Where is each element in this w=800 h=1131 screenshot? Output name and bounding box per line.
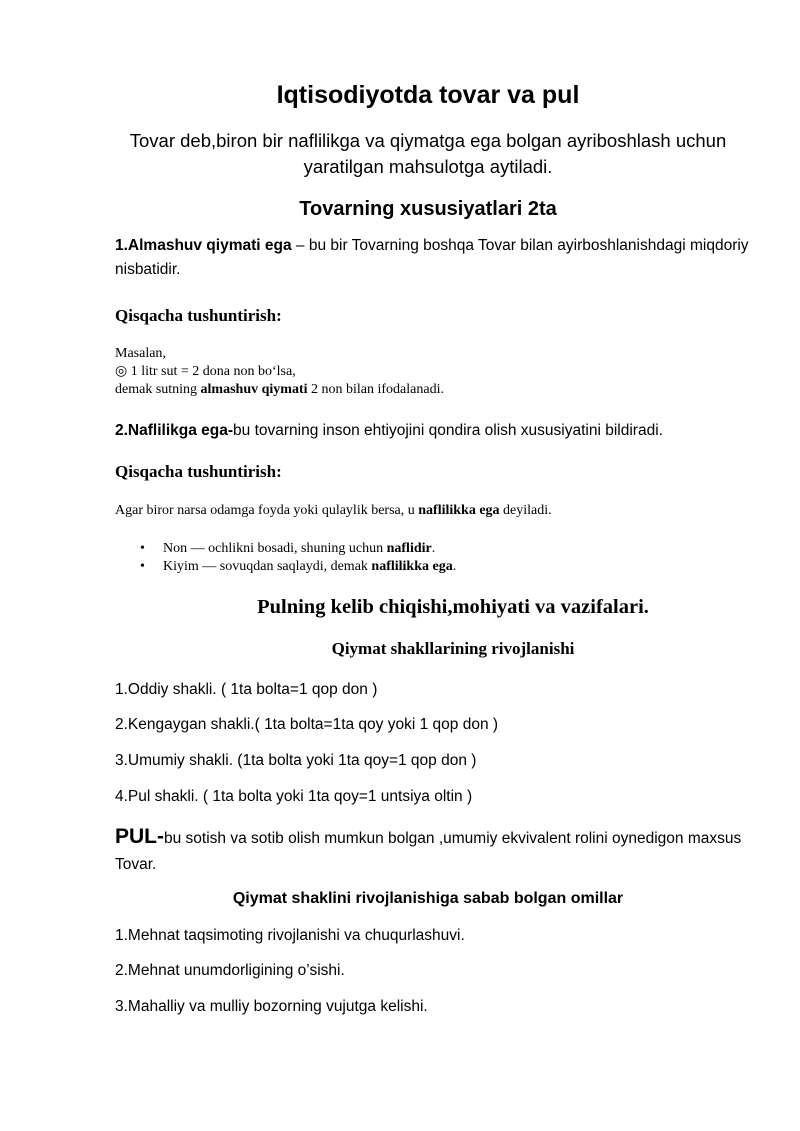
bullseye-icon: ◎: [115, 364, 128, 379]
example-line: demak sutning almashuv qiymati 2 non bilan ifodalanadi.: [115, 382, 444, 397]
section-heading-properties: Tovarning xususiyatlari 2ta: [299, 198, 557, 220]
bullet-icon: •: [140, 559, 145, 574]
intro-paragraph: Tovar deb,biron bir naflilikga va qiymatga ega bolgan ayriboshlash uchun yaratilgan mahsulotga aytiladi.: [129, 130, 727, 177]
value-form-item: 4.Pul shakli. ( 1ta bolta yoki 1ta qoy=1 untsiya oltin ): [115, 788, 473, 805]
subheading-factors: Qiymat shaklini rivojlanishiga sabab bolgan omillar: [232, 890, 624, 907]
bullet-icon: •: [140, 541, 145, 556]
value-form-item: 2.Kengaygan shakli.( 1ta bolta=1ta qoy yoki 1 qop don ): [115, 716, 499, 733]
example-block: [115, 345, 755, 399]
value-form-item: 1.Oddiy shakli. ( 1ta bolta=1 qop don ): [115, 681, 378, 698]
factor-item: 2.Mehnat unumdorligining o’sishi.: [115, 962, 345, 979]
utility-explanation: Agar biror narsa odamga foyda yoki qulaylik bersa, u naflilikka ega deyiladi.: [115, 503, 552, 518]
example-line: Masalan,: [115, 346, 166, 361]
factor-item: 1.Mehnat taqsimoting rivojlanishi va chuqurlashuvi.: [115, 927, 465, 944]
property-utility: [115, 419, 755, 443]
value-form-item: 3.Umumiy shakli. (1ta bolta yoki 1ta qoy=1 qop don ): [115, 752, 477, 769]
page-title: Iqtisodiyotda tovar va pul: [276, 81, 580, 109]
money-label: PUL-: [115, 825, 164, 848]
list-item: • Kiyim — sovuqdan saqlaydi, demak naflilikka ega.: [140, 559, 457, 574]
utility-bullet-list: [115, 540, 755, 576]
factor-item: 3.Mahalliy va mulliy bozorning vujutga kelishi.: [115, 998, 428, 1015]
brief-heading: Qisqacha tushuntirish:: [115, 462, 282, 481]
property-exchange-value: [115, 234, 755, 282]
list-item: • Non — ochlikni bosadi, shuning uchun naflidir.: [140, 541, 436, 556]
money-definition: [115, 824, 755, 878]
brief-heading: Qisqacha tushuntirish:: [115, 306, 282, 325]
property-label: 1.Almashuv qiymati ega: [115, 237, 292, 254]
section-heading-money: Pulning kelib chiqishi,mohiyati va vazifalari.: [257, 596, 649, 618]
property-label: 2.Naflilikga ega-: [115, 422, 234, 439]
property-text: – bu bir Tovarning boshqa Tovar bilan ayirboshlanishdagi miqdoriy nisbatidir.: [115, 237, 749, 278]
subheading-value-forms: Qiymat shakllarining rivojlanishi: [331, 639, 575, 658]
example-line: ◎ 1 litr sut = 2 dona non bo‘lsa,: [115, 364, 296, 379]
property-text: bu tovarning inson ehtiyojini qondira olish xususiyatini bildiradi.: [233, 422, 663, 439]
money-text: bu sotish va sotib olish mumkun bolgan ,umumiy ekvivalent rolini oynedigon maxsus Tovar.: [115, 830, 742, 873]
